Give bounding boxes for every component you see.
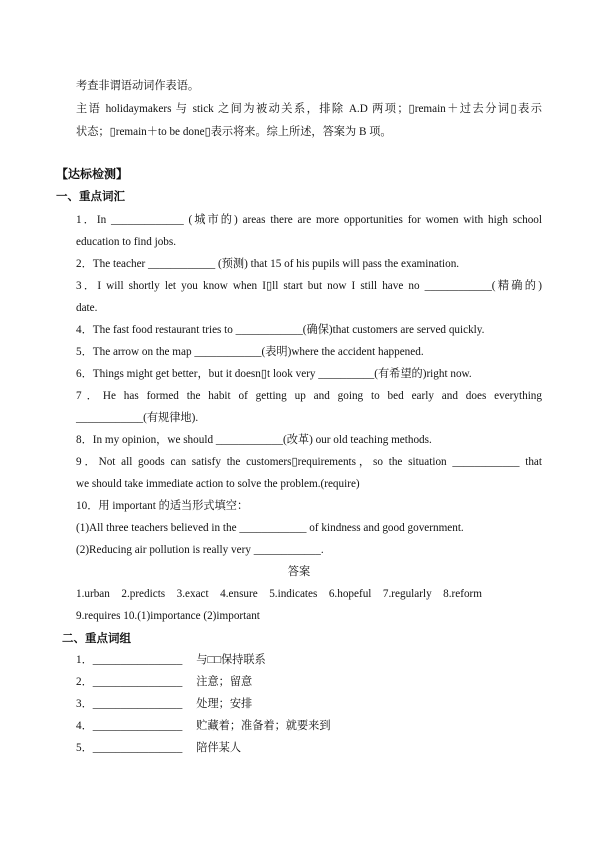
phrase-number: 3．: [76, 698, 93, 710]
question-1-line-1: 1．In _____________ (城市的) areas there are more opportunities for women with high school: [76, 214, 542, 226]
intro-line-3: 状态；▯remain＋to be done▯表示将来。综上所述，答案为 B 项。: [76, 126, 392, 138]
phrase-meaning: 贮藏着；准备着；就要来到: [196, 720, 331, 732]
question-7-line-1: 7．He has formed the habit of getting up and going to bed early and does everything: [76, 390, 542, 402]
question-9-line-2: we should take immediate action to solve the problem.(require): [76, 478, 360, 490]
question-3-line-2: date.: [76, 302, 98, 314]
phrase-blank: ________________: [92, 676, 183, 688]
answers-line-2: 9.requires 10.(1)importance (2)important: [76, 610, 260, 622]
phrase-number: 2．: [76, 676, 93, 688]
answers-line-1: 1.urban 2.predicts 3.exact 4.ensure 5.indicates 6.hopeful 7.regularly 8.reform: [76, 588, 482, 600]
phrase-blank: ________________: [92, 720, 183, 732]
question-5: 5．The arrow on the map ____________(表明)where the accident happened.: [76, 346, 424, 358]
question-4: 4．The fast food restaurant tries to ____________(确保)that customers are served quickly.: [76, 324, 485, 336]
phrase-number: 1．: [76, 654, 93, 666]
phrase-item: [76, 652, 266, 668]
question-2: 2．The teacher ____________ (预测) that 15 of his pupils will pass the examination.: [76, 258, 460, 270]
question-9-line-1: 9．Not all goods can satisfy the customers▯requirements，so the situation ____________ that: [76, 456, 542, 468]
phrase-number: 4．: [76, 720, 93, 732]
question-10-part-2: (2)Reducing air pollution is really very ____________.: [76, 544, 324, 556]
question-6: 6．Things might get better，but it doesn▯t look very __________(有希望的)right now.: [76, 368, 472, 380]
phrase-item: [76, 740, 241, 756]
phrase-item: [76, 718, 331, 734]
part2-heading: 二、重点词组: [62, 631, 131, 645]
question-8: 8．In my opinion，we should ____________(改革) our old teaching methods.: [76, 434, 432, 446]
answer-title: 答案: [287, 566, 311, 578]
phrase-meaning: 注意；留意: [196, 676, 253, 688]
phrase-item: [76, 696, 252, 712]
phrase-blank: ________________: [92, 654, 183, 666]
question-10-part-1: (1)All three teachers believed in the ____________ of kindness and good government.: [76, 522, 464, 534]
question-3-line-1: 3．I will shortly let you know when I▯ll start but now I still have no ____________(精确的): [76, 280, 542, 292]
question-1-line-2: education to find jobs.: [76, 236, 177, 248]
question-7-line-2: ____________(有规律地).: [76, 412, 199, 424]
question-10: 10．用 important 的适当形式填空：: [76, 500, 249, 512]
phrase-meaning: 处理；安排: [196, 698, 253, 710]
phrase-blank: ________________: [92, 742, 183, 754]
phrase-item: [76, 674, 252, 690]
section-title: 【达标检测】: [56, 167, 129, 181]
intro-line-2: 主语 holidaymakers 与 stick 之间为被动关系，排除 A.D 两项；▯remain＋过去分词▯表示: [76, 103, 542, 115]
part1-heading: 一、重点词汇: [56, 189, 125, 203]
phrase-blank: ________________: [92, 698, 183, 710]
phrase-meaning: 陪伴某人: [196, 742, 242, 754]
phrase-meaning: 与□□保持联系: [196, 654, 266, 666]
phrase-number: 5．: [76, 742, 93, 754]
intro-line-1: 考查非谓语动词作表语。: [76, 80, 200, 92]
